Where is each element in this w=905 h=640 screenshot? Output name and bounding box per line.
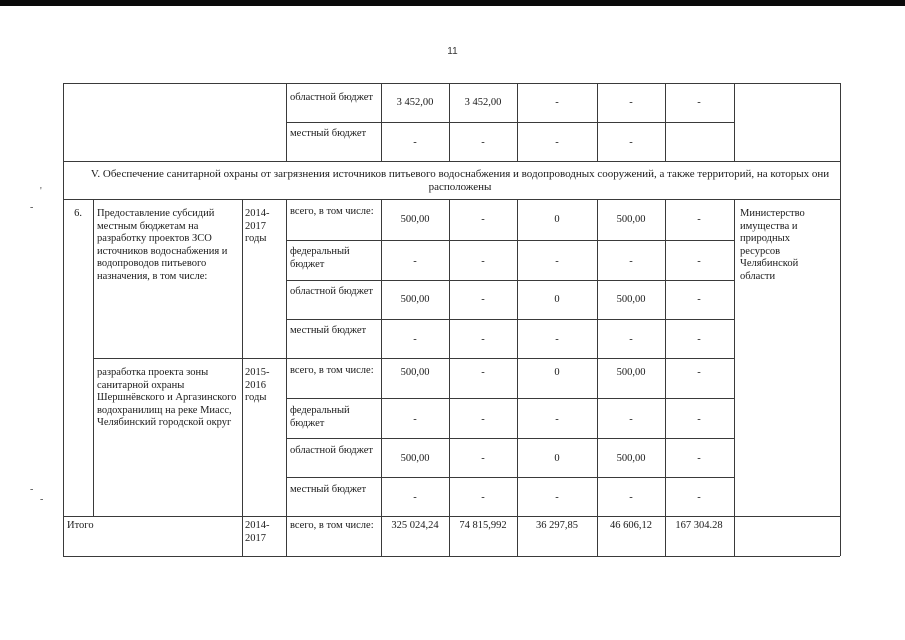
- table-cell-source: федеральный бюджет: [290, 246, 350, 270]
- subitem-name: разработка проекта зоны санитарной охраны Шершнёвского и Аргазинского водохранилищ на реке Миасс, Челябинский городской округ: [97, 367, 237, 428]
- table-rule: [286, 280, 734, 281]
- table-cell-value: -: [629, 414, 633, 425]
- margin-mark: -: [40, 494, 44, 505]
- table-rule: [286, 240, 734, 241]
- top-border: [0, 0, 905, 6]
- table-cell-source: областной бюджет: [290, 92, 373, 103]
- table-cell-value: 0: [554, 294, 560, 305]
- total-value: 74 815,992: [459, 520, 507, 531]
- table-cell-value: 500,00: [400, 367, 430, 378]
- table-cell-value: -: [413, 414, 417, 425]
- table-rule: [286, 477, 734, 478]
- item-years: 2014-2017 годы: [245, 208, 270, 244]
- table-cell-value: -: [413, 256, 417, 267]
- table-cell-source: всего, в том числе:: [290, 365, 374, 376]
- table-rule: [63, 199, 840, 200]
- table-rule: [665, 83, 666, 161]
- table-cell-value: -: [697, 453, 701, 464]
- table-cell-source: областной бюджет: [290, 445, 373, 456]
- page-number: 11: [447, 46, 458, 57]
- table-rule: [840, 83, 841, 556]
- table-cell-value: -: [697, 97, 701, 108]
- table-cell-value: -: [697, 214, 701, 225]
- section-header: V. Обеспечение санитарной охраны от загрязнения источников питьевого водоснабжения и водопроводных сооружений, а также территорий, на которых они расположены: [90, 168, 830, 193]
- table-cell-value: 0: [554, 367, 560, 378]
- table-cell-source: местный бюджет: [290, 484, 367, 495]
- table-cell-value: -: [481, 137, 485, 148]
- table-cell-value: -: [481, 294, 485, 305]
- total-value: 325 024,24: [391, 520, 439, 531]
- total-value: 36 297,85: [536, 520, 578, 531]
- table-cell-value: -: [697, 334, 701, 345]
- table-rule: [286, 438, 734, 439]
- table-rule: [734, 83, 735, 161]
- table-cell-value: -: [481, 492, 485, 503]
- table-cell-value: -: [629, 334, 633, 345]
- table-cell-source: областной бюджет: [290, 286, 373, 297]
- table-rule: [63, 516, 840, 517]
- table-cell-value: 500,00: [616, 214, 646, 225]
- table-cell-value: 500,00: [400, 214, 430, 225]
- subitem-years: 2015-2016 годы: [245, 367, 270, 403]
- margin-mark: -: [30, 484, 34, 495]
- table-rule: [734, 199, 735, 556]
- table-cell-source: всего, в том числе:: [290, 206, 374, 217]
- table-cell-value: -: [481, 453, 485, 464]
- table-cell-value: -: [413, 492, 417, 503]
- table-cell-value: -: [697, 367, 701, 378]
- total-label: Итого: [67, 520, 94, 531]
- table-cell-value: -: [481, 256, 485, 267]
- table-cell-value: 0: [554, 214, 560, 225]
- table-cell-source: всего, в том числе:: [290, 520, 374, 531]
- table-cell-value: -: [697, 414, 701, 425]
- item-number: 6.: [74, 208, 82, 219]
- table-cell-value: 500,00: [616, 367, 646, 378]
- table-cell-value: -: [481, 214, 485, 225]
- table-rule: [286, 398, 734, 399]
- table-cell-value: -: [629, 137, 633, 148]
- table-cell-value: -: [555, 334, 559, 345]
- margin-mark: ': [40, 186, 42, 197]
- table-cell-value: -: [481, 414, 485, 425]
- table-cell-value: 0: [554, 453, 560, 464]
- table-rule: [286, 319, 734, 320]
- item-name: Предоставление субсидий местным бюджетам на разработку проектов ЗСО источников водоснабжения и водопроводов питьевого назначения, в том числе:: [97, 208, 228, 282]
- table-cell-value: 500,00: [400, 453, 430, 464]
- table-cell-value: -: [629, 97, 633, 108]
- table-cell-value: -: [555, 492, 559, 503]
- table-rule: [63, 161, 840, 162]
- table-rule: [286, 83, 287, 161]
- table-cell-value: -: [555, 256, 559, 267]
- table-cell-value: -: [481, 367, 485, 378]
- table-cell-value: -: [629, 492, 633, 503]
- total-value: 167 304.28: [675, 520, 723, 531]
- table-cell-value: -: [629, 256, 633, 267]
- table-cell-value: 500,00: [616, 294, 646, 305]
- table-cell-value: 3 452,00: [396, 97, 434, 108]
- table-cell-value: 3 452,00: [464, 97, 502, 108]
- table-rule: [93, 199, 94, 516]
- table-cell-value: -: [555, 137, 559, 148]
- margin-mark: -: [30, 202, 34, 213]
- table-rule: [286, 199, 287, 556]
- table-cell-value: -: [697, 256, 701, 267]
- table-cell-value: -: [555, 97, 559, 108]
- table-cell-value: -: [481, 334, 485, 345]
- table-cell-source: федеральный бюджет: [290, 405, 350, 429]
- table-cell-value: -: [413, 137, 417, 148]
- table-cell-value: 500,00: [616, 453, 646, 464]
- table-rule: [63, 83, 840, 84]
- executor: Министерство имущества и природных ресурсов Челябинской области: [740, 208, 805, 282]
- total-years: 2014-2017: [245, 520, 270, 544]
- table-rule: [93, 358, 734, 359]
- table-rule: [242, 199, 243, 556]
- table-rule: [63, 83, 64, 556]
- table-cell-value: -: [697, 492, 701, 503]
- table-cell-source: местный бюджет: [290, 128, 367, 139]
- table-rule: [63, 556, 840, 557]
- table-cell-value: -: [413, 334, 417, 345]
- table-cell-source: местный бюджет: [290, 325, 367, 336]
- table-cell-value: -: [555, 414, 559, 425]
- total-value: 46 606,12: [610, 520, 652, 531]
- table-rule: [286, 122, 734, 123]
- table-cell-value: 500,00: [400, 294, 430, 305]
- table-cell-value: -: [697, 294, 701, 305]
